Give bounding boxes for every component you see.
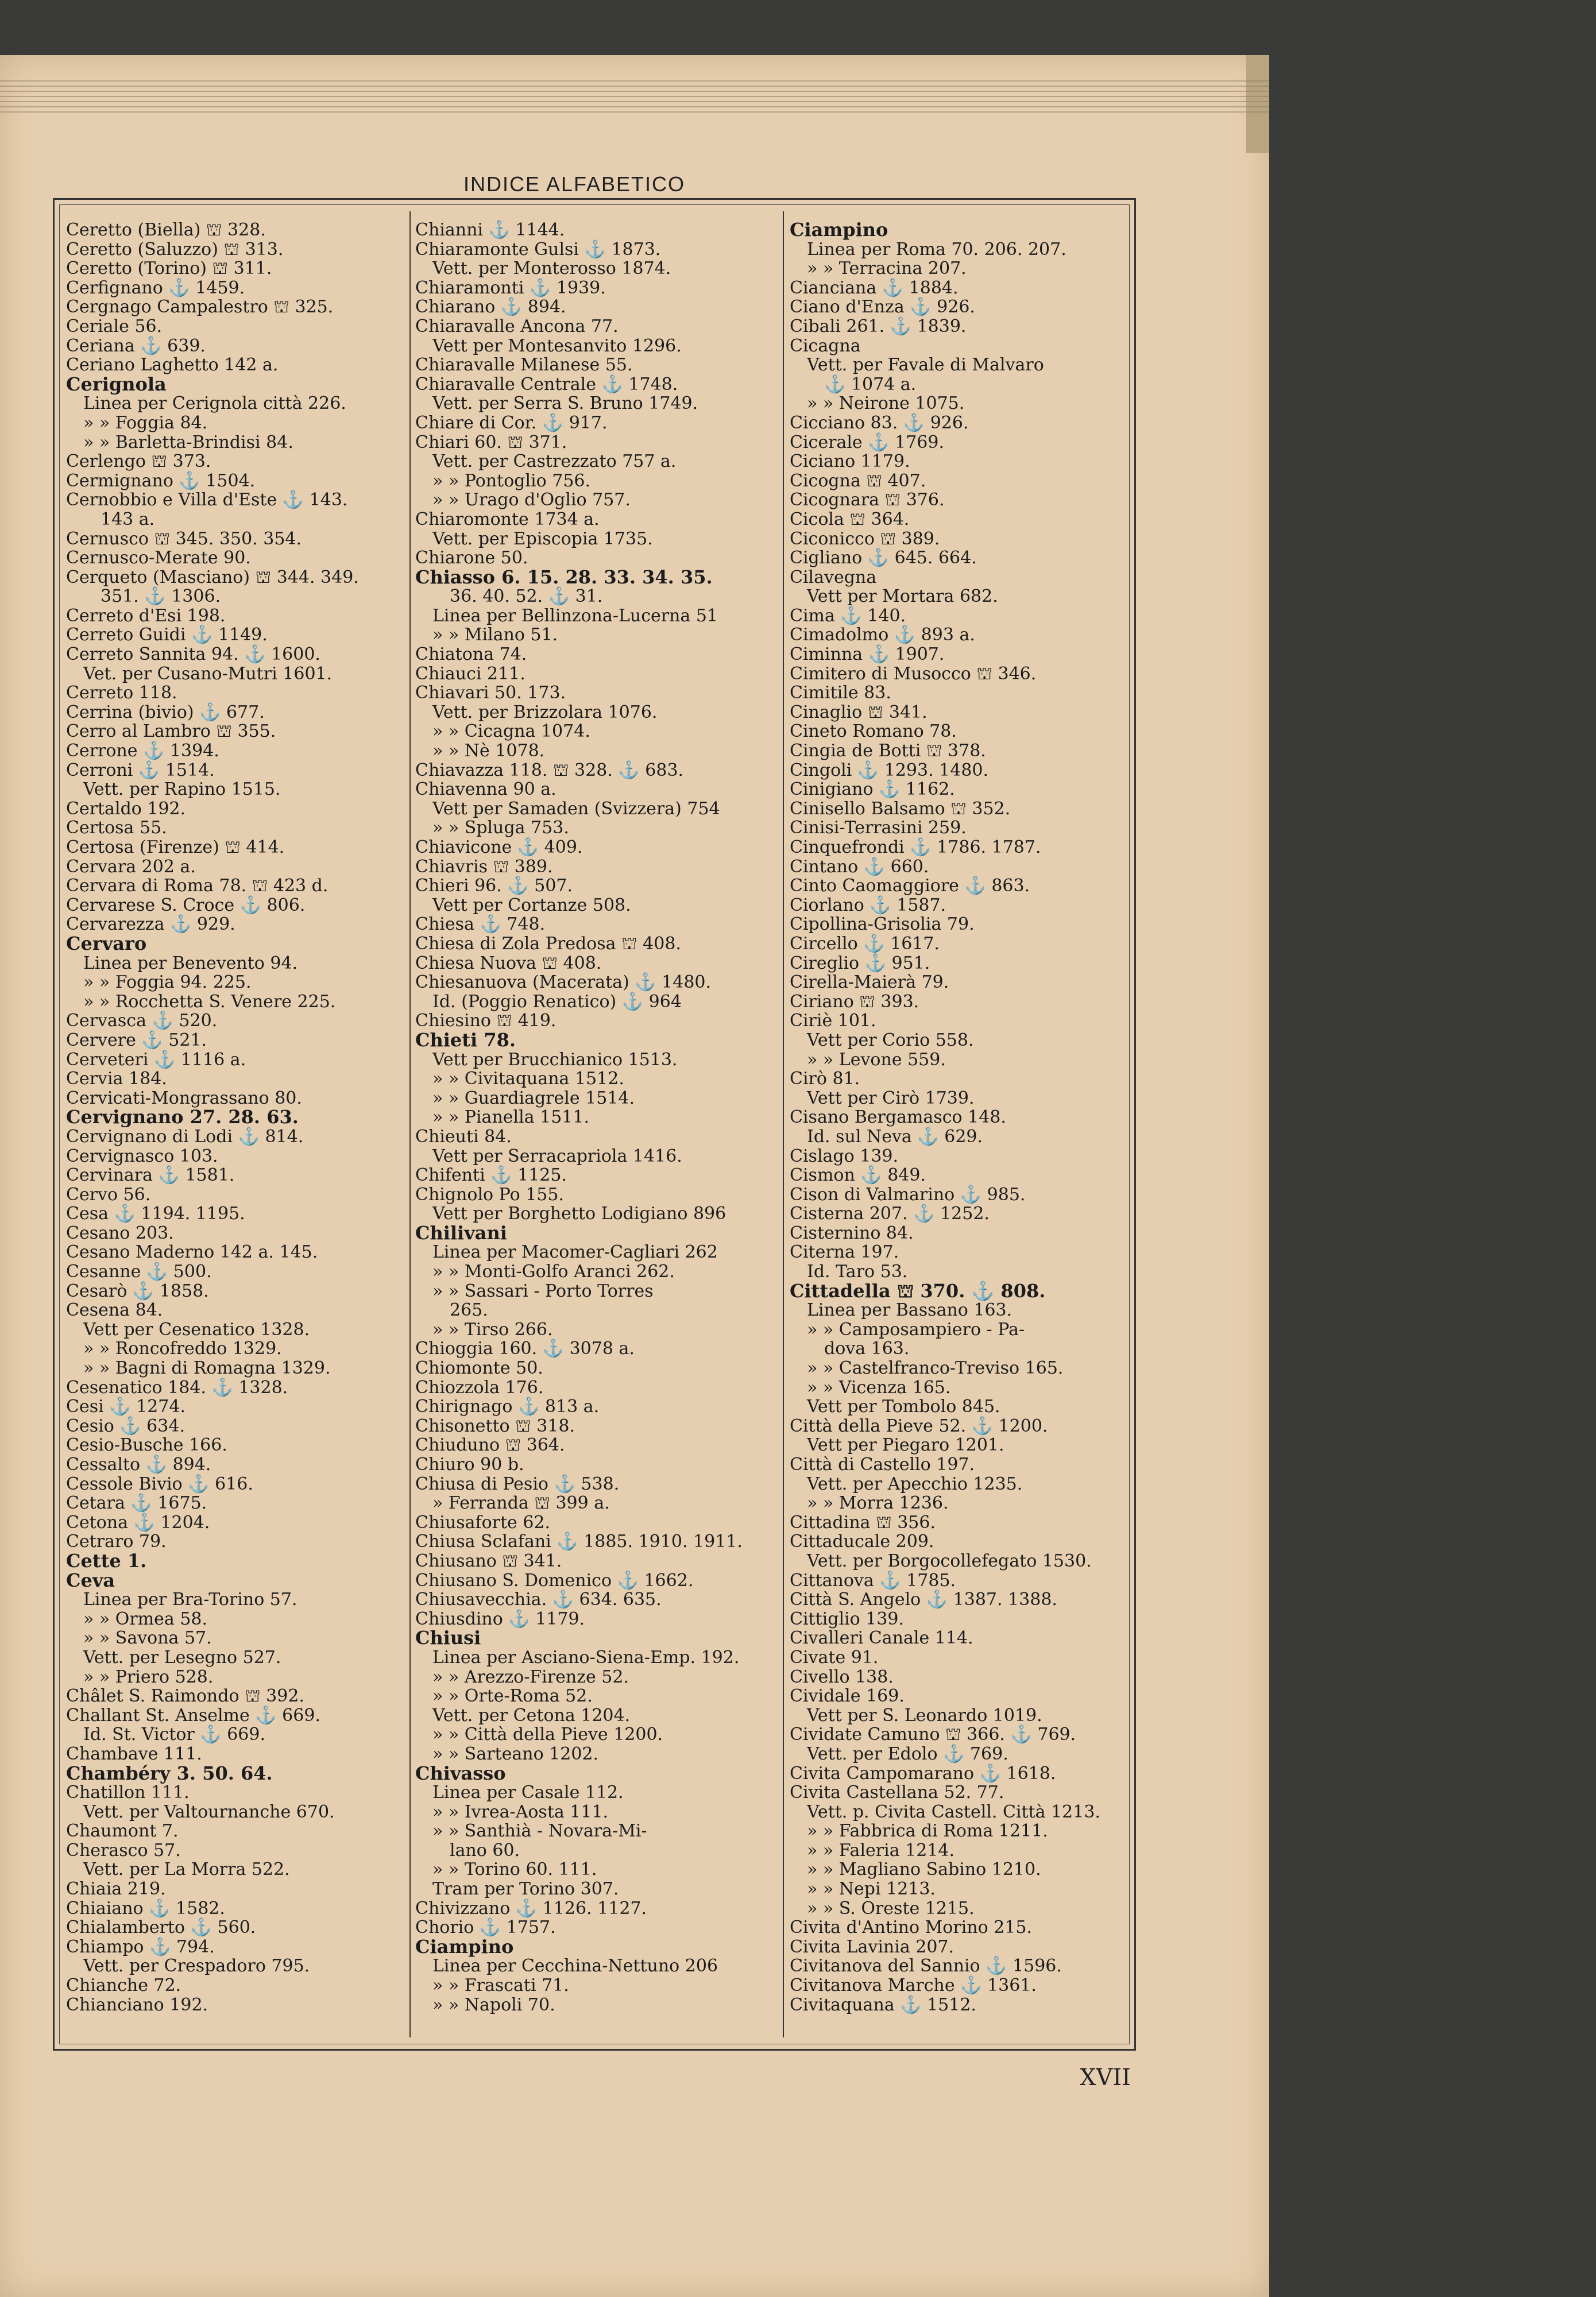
index-entry: Chiatona 74. xyxy=(415,644,527,665)
index-entry: » Ferranda ⛫ 399 a. xyxy=(432,1493,610,1514)
index-entry: Chiusi xyxy=(415,1627,481,1649)
index-entry: Cinto Caomaggiore ⚓ 863. xyxy=(790,876,1030,896)
index-entry: Chiavazza 118. ⛫ 328. ⚓ 683. xyxy=(415,760,684,780)
index-entry: lano 60. xyxy=(450,1840,520,1861)
index-entry: Chialamberto ⚓ 560. xyxy=(66,1917,256,1938)
index-entry: » » Fabbrica di Roma 1211. xyxy=(807,1821,1048,1842)
index-entry: Chiesino ⛫ 419. xyxy=(415,1011,557,1031)
index-entry: Cimadolmo ⚓ 893 a. xyxy=(790,625,975,645)
index-entry: » » Napoli 70. xyxy=(432,1994,555,2015)
index-entry: Chioggia 160. ⚓ 3078 a. xyxy=(415,1339,635,1359)
index-entry: Chiavari 50. 173. xyxy=(415,683,566,703)
index-entry: » » Savona 57. xyxy=(83,1628,212,1649)
index-entry: Vett. per Valtournanche 670. xyxy=(83,1801,335,1822)
index-entry: Certosa 55. xyxy=(66,818,167,838)
index-entry: Cilavegna xyxy=(790,567,877,587)
index-entry: Ceretto (Torino) ⛫ 311. xyxy=(66,258,272,279)
index-entry: Vett per Piegaro 1201. xyxy=(807,1435,1004,1456)
index-entry: Cervaro xyxy=(66,932,147,954)
index-entry: Vett. per La Morra 522. xyxy=(83,1859,290,1880)
index-entry: Vett. per Monterosso 1874. xyxy=(432,258,671,279)
index-entry: Cismon ⚓ 849. xyxy=(790,1165,926,1186)
index-entry: Cicola ⛫ 364. xyxy=(790,509,910,529)
index-entry: Cittaducale 209. xyxy=(790,1532,934,1552)
index-entry: Cervignano 27. 28. 63. xyxy=(66,1106,299,1128)
index-entry: Ciampino xyxy=(790,219,888,241)
index-column-3 xyxy=(790,221,1134,2014)
index-entry: Chiusano ⛫ 341. xyxy=(415,1550,562,1571)
index-entry: Chiarano ⚓ 894. xyxy=(415,297,566,318)
index-entry: Cesarò ⚓ 1858. xyxy=(66,1281,209,1301)
index-entry: Città di Castello 197. xyxy=(790,1455,975,1475)
index-entry: Chiesa Nuova ⛫ 408. xyxy=(415,953,602,973)
index-entry: Cingoli ⚓ 1293. 1480. xyxy=(790,760,989,780)
index-entry: Cette 1. xyxy=(66,1549,147,1572)
index-entry: Vett. per Castrezzato 757 a. xyxy=(432,451,677,472)
index-entry: Cicogna ⛫ 407. xyxy=(790,470,926,491)
index-entry: Cinaglio ⛫ 341. xyxy=(790,702,928,722)
index-entry: Vett. per Borgocollefegato 1530. xyxy=(807,1550,1092,1571)
index-entry: » » Rocchetta S. Venere 225. xyxy=(83,991,336,1012)
index-entry: Citerna 197. xyxy=(790,1242,899,1263)
index-entry: Chatillon 111. xyxy=(66,1782,190,1803)
index-entry: » » Faleria 1214. xyxy=(807,1840,955,1861)
index-entry: Civalleri Canale 114. xyxy=(790,1628,973,1649)
index-column-2 xyxy=(415,221,817,2014)
index-entry: Chifenti ⚓ 1125. xyxy=(415,1165,567,1186)
index-entry: » » Levone 559. xyxy=(807,1049,946,1070)
index-entry: Civita Lavinia 207. xyxy=(790,1936,954,1957)
index-entry: Vett per Montesanvito 1296. xyxy=(432,335,682,356)
index-entry: 265. xyxy=(450,1300,488,1321)
index-entry: Cessole Bivio ⚓ 616. xyxy=(66,1474,253,1494)
index-entry: Cesio ⚓ 634. xyxy=(66,1416,185,1436)
index-entry: Chieri 96. ⚓ 507. xyxy=(415,876,573,896)
index-entry: » » Cicagna 1074. xyxy=(432,721,590,742)
index-entry: Vett. per Crespadoro 795. xyxy=(83,1956,310,1977)
index-entry: 143 a. xyxy=(101,509,155,529)
index-entry: Vett per Brucchianico 1513. xyxy=(432,1049,678,1070)
index-entry: Cislago 139. xyxy=(790,1146,899,1166)
index-entry: Chiavenna 90 a. xyxy=(415,779,557,800)
index-entry: Cerrina (bivio) ⚓ 677. xyxy=(66,702,265,722)
index-entry: Vett. per Serra S. Bruno 1749. xyxy=(432,393,698,414)
index-entry: » » Sarteano 1202. xyxy=(432,1743,599,1764)
index-entry: Cigliano ⚓ 645. 664. xyxy=(790,548,977,569)
index-entry: Cerignola xyxy=(66,373,167,395)
index-entry: Linea per Cecchina-Nettuno 206 xyxy=(432,1956,718,1977)
index-entry: Cetona ⚓ 1204. xyxy=(66,1512,210,1533)
index-entry: Cerroni ⚓ 1514. xyxy=(66,760,215,780)
index-entry: Linea per Benevento 94. xyxy=(83,953,298,973)
index-entry: Vett per Cirò 1739. xyxy=(807,1088,975,1108)
index-entry: Cermignano ⚓ 1504. xyxy=(66,470,256,491)
index-entry: » » Pontoglio 756. xyxy=(432,470,591,491)
index-entry: Cicognara ⛫ 376. xyxy=(790,490,945,511)
index-entry: » » Magliano Sabino 1210. xyxy=(807,1859,1041,1880)
index-entry: Vett. per Brizzolara 1076. xyxy=(432,702,658,722)
index-entry: » » Neirone 1075. xyxy=(807,393,965,414)
index-entry: » » Guardiagrele 1514. xyxy=(432,1088,635,1108)
index-entry: » » Torino 60. 111. xyxy=(432,1859,597,1880)
index-entry: Cisterna 207. ⚓ 1252. xyxy=(790,1204,990,1224)
index-entry: Cherasco 57. xyxy=(66,1840,181,1861)
index-entry: Chiuro 90 b. xyxy=(415,1455,524,1475)
index-entry: Cernobbio e Villa d'Este ⚓ 143. xyxy=(66,490,348,511)
index-entry: Id. Taro 53. xyxy=(807,1262,908,1282)
index-entry: Chambave 111. xyxy=(66,1743,202,1764)
index-entry: Cirò 81. xyxy=(790,1069,860,1089)
index-entry: Linea per Asciano-Siena-Emp. 192. xyxy=(432,1647,740,1668)
index-entry: Cintano ⚓ 660. xyxy=(790,856,929,877)
index-entry: Vett per Cesenatico 1328. xyxy=(83,1319,310,1340)
index-entry: Cinigiano ⚓ 1162. xyxy=(790,779,955,800)
index-entry: Civitaquana ⚓ 1512. xyxy=(790,1994,976,2015)
index-entry: » » Monti-Golfo Aranci 262. xyxy=(432,1262,675,1282)
index-entry: Cervasca ⚓ 520. xyxy=(66,1011,218,1031)
index-entry: » » Roncofreddo 1329. xyxy=(83,1339,282,1359)
index-entry: Linea per Roma 70. 206. 207. xyxy=(807,239,1066,260)
index-entry: » » Castelfranco-Treviso 165. xyxy=(807,1358,1064,1379)
index-entry: Chiusdino ⚓ 1179. xyxy=(415,1608,585,1629)
index-entry: Chiuduno ⛫ 364. xyxy=(415,1435,565,1456)
index-entry: Chiare di Cor. ⚓ 917. xyxy=(415,412,608,433)
index-entry: Chiari 60. ⛫ 371. xyxy=(415,432,567,453)
index-entry: Cervinara ⚓ 1581. xyxy=(66,1165,235,1186)
index-entry: Chiauci 211. xyxy=(415,663,525,684)
index-entry: Cinisello Balsamo ⛫ 352. xyxy=(790,798,1011,819)
index-entry: Civita Campomarano ⚓ 1618. xyxy=(790,1763,1056,1784)
index-entry: Civitanova Marche ⚓ 1361. xyxy=(790,1975,1037,1996)
index-entry: Cesanne ⚓ 500. xyxy=(66,1262,212,1282)
index-entry: Vett. per Edolo ⚓ 769. xyxy=(807,1743,1008,1764)
index-entry: Vett per Samaden (Svizzera) 754 xyxy=(432,798,720,819)
index-entry: Vett per S. Leonardo 1019. xyxy=(807,1705,1042,1726)
index-entry: » » Morra 1236. xyxy=(807,1493,949,1514)
index-entry: Cinisi-Terrasini 259. xyxy=(790,818,967,838)
index-entry: Cesi ⚓ 1274. xyxy=(66,1397,186,1417)
index-entry: Chivasso xyxy=(415,1762,506,1784)
index-entry: Chianni ⚓ 1144. xyxy=(415,220,565,240)
index-entry: Ciminna ⚓ 1907. xyxy=(790,644,945,665)
index-entry: Id. (Poggio Renatico) ⚓ 964 xyxy=(432,991,682,1012)
index-entry: Cerreto d'Esi 198. xyxy=(66,605,226,626)
index-entry: Linea per Bra-Torino 57. xyxy=(83,1590,297,1610)
index-entry: » » Ivrea-Aosta 111. xyxy=(432,1801,609,1822)
index-entry: Id. sul Neva ⚓ 629. xyxy=(807,1126,983,1147)
index-entry: Cinquefrondi ⚓ 1786. 1787. xyxy=(790,837,1041,857)
page-number: XVII xyxy=(1080,2064,1131,2091)
index-entry: Vett. per Rapino 1515. xyxy=(83,779,281,800)
index-entry: Chiusavecchia. ⚓ 634. 635. xyxy=(415,1590,662,1610)
index-entry: Città della Pieve 52. ⚓ 1200. xyxy=(790,1416,1048,1436)
index-entry: Cervara di Roma 78. ⛫ 423 d. xyxy=(66,876,329,896)
index-entry: Ciriano ⛫ 393. xyxy=(790,991,919,1012)
page-stack-lines xyxy=(0,80,1269,115)
index-entry: Cervicati-Mongrassano 80. xyxy=(66,1088,302,1108)
index-entry: Chiesa di Zola Predosa ⛫ 408. xyxy=(415,933,681,954)
index-entry: Cerreto 118. xyxy=(66,683,177,703)
index-entry: » » Terracina 207. xyxy=(807,258,967,279)
index-entry: Certaldo 192. xyxy=(66,798,186,819)
index-entry: Vett per Mortara 682. xyxy=(807,586,998,607)
index-entry: Cervere ⚓ 521. xyxy=(66,1030,207,1050)
index-frame xyxy=(53,198,1136,2051)
index-entry: Cerfignano ⚓ 1459. xyxy=(66,277,245,298)
index-entry: Chiaromonte 1734 a. xyxy=(415,509,600,529)
index-entry: » » Città della Pieve 1200. xyxy=(432,1724,663,1745)
index-entry: Id. St. Victor ⚓ 669. xyxy=(83,1724,266,1745)
index-entry: Cetraro 79. xyxy=(66,1532,167,1552)
index-entry: » » Bagni di Romagna 1329. xyxy=(83,1358,331,1379)
index-entry: » » Sassari - Porto Torres xyxy=(432,1281,654,1301)
index-entry: Vett. p. Civita Castell. Città 1213. xyxy=(807,1801,1100,1822)
index-entry: Ciconicco ⛫ 389. xyxy=(790,528,940,549)
index-entry: Chiomonte 50. xyxy=(415,1358,543,1379)
index-entry: Chiaravalle Centrale ⚓ 1748. xyxy=(415,374,678,395)
index-entry: Chiesanuova (Macerata) ⚓ 1480. xyxy=(415,972,712,993)
index-entry: Chiusaforte 62. xyxy=(415,1512,551,1533)
index-entry: Cirella-Maierà 79. xyxy=(790,972,949,993)
index-entry: Cerreto Sannita 94. ⚓ 1600. xyxy=(66,644,320,665)
index-entry: Cicagna xyxy=(790,335,861,356)
index-entry: Chisonetto ⛫ 318. xyxy=(415,1416,575,1436)
index-entry: Chiaravalle Milanese 55. xyxy=(415,355,633,376)
index-entry: Linea per Bassano 163. xyxy=(807,1300,1013,1321)
index-entry: » » Ormea 58. xyxy=(83,1608,208,1629)
index-entry: Certosa (Firenze) ⛫ 414. xyxy=(66,837,285,857)
index-entry: Ceretto (Biella) ⛫ 328. xyxy=(66,220,266,240)
index-entry: Cervarezza ⚓ 929. xyxy=(66,914,235,935)
index-entry: Ceriana ⚓ 639. xyxy=(66,335,206,356)
index-entry: ⚓ 1074 a. xyxy=(824,374,917,395)
index-entry: Cesano 203. xyxy=(66,1223,174,1243)
index-entry: Chiaramonti ⚓ 1939. xyxy=(415,277,606,298)
index-entry: Cibali 261. ⚓ 1839. xyxy=(790,316,967,337)
index-entry: Ceriano Laghetto 142 a. xyxy=(66,355,279,376)
index-entry: Chiaravalle Ancona 77. xyxy=(415,316,619,337)
index-entry: » » Barletta-Brindisi 84. xyxy=(83,432,293,453)
index-entry: Cessalto ⚓ 894. xyxy=(66,1455,211,1475)
index-entry: Vett. per Cetona 1204. xyxy=(432,1705,631,1726)
index-entry: Chiarone 50. xyxy=(415,548,528,569)
index-entry: Vett per Cortanze 508. xyxy=(432,895,631,915)
index-entry: Cison di Valmarino ⚓ 985. xyxy=(790,1184,1026,1205)
index-column-1 xyxy=(66,221,434,2014)
index-entry: Chiusano S. Domenico ⚓ 1662. xyxy=(415,1570,694,1591)
index-entry: » » Priero 528. xyxy=(83,1666,214,1687)
index-entry: Vett per Corio 558. xyxy=(807,1030,974,1050)
index-entry: Vett. per Favale di Malvaro xyxy=(807,355,1044,376)
index-entry: » » Santhià - Novara-Mi- xyxy=(432,1821,647,1842)
index-entry: Chilivani xyxy=(415,1221,507,1244)
index-entry: Cireglio ⚓ 951. xyxy=(790,953,930,973)
index-entry: Cerveteri ⚓ 1116 a. xyxy=(66,1049,246,1070)
index-entry: Civita d'Antino Morino 215. xyxy=(790,1917,1033,1938)
index-entry: dova 163. xyxy=(824,1339,910,1359)
index-entry: Cittiglio 139. xyxy=(790,1608,905,1629)
index-entry: Chianche 72. xyxy=(66,1975,181,1996)
index-entry: Cittadella ⛫ 370. ⚓ 808. xyxy=(790,1279,1046,1302)
index-entry: Linea per Macomer-Cagliari 262 xyxy=(432,1242,718,1263)
index-entry: Vett per Serracapriola 1416. xyxy=(432,1146,682,1166)
index-entry: » » Foggia 84. xyxy=(83,412,208,433)
index-entry: Cervo 56. xyxy=(66,1184,151,1205)
index-entry: Chivizzano ⚓ 1126. 1127. xyxy=(415,1898,647,1919)
index-entry: Linea per Cerignola città 226. xyxy=(83,393,346,414)
index-entry: Cesio-Busche 166. xyxy=(66,1435,227,1456)
index-entry: Cetara ⚓ 1675. xyxy=(66,1493,207,1514)
index-entry: » » Orte-Roma 52. xyxy=(432,1686,593,1707)
index-entry: Chiampo ⚓ 794. xyxy=(66,1936,215,1957)
index-entry: » » Urago d'Oglio 757. xyxy=(432,490,631,511)
index-entry: Cittanova ⚓ 1785. xyxy=(790,1570,956,1591)
index-entry: Cingia de Botti ⛫ 378. xyxy=(790,741,986,761)
index-entry: Ciano d'Enza ⚓ 926. xyxy=(790,297,975,318)
index-entry: Vett. per Lesegno 527. xyxy=(83,1647,281,1668)
index-entry: Cineto Romano 78. xyxy=(790,721,957,742)
index-entry: Cipollina-Grisolia 79. xyxy=(790,914,975,935)
index-entry: » » Camposampiero - Pa- xyxy=(807,1319,1025,1340)
index-entry: Cesena 84. xyxy=(66,1300,163,1321)
index-entry: Chiusa Sclafani ⚓ 1885. 1910. 1911. xyxy=(415,1532,743,1552)
index-entry: Cividale 169. xyxy=(790,1686,905,1707)
index-entry: Circello ⚓ 1617. xyxy=(790,933,940,954)
index-entry: Ceriale 56. xyxy=(66,316,163,337)
index-entry: Tram per Torino 307. xyxy=(432,1879,619,1900)
index-entry: Vett per Tombolo 845. xyxy=(807,1397,1000,1417)
index-entry: Chiaiano ⚓ 1582. xyxy=(66,1898,225,1919)
index-entry: Chiaramonte Gulsi ⚓ 1873. xyxy=(415,239,661,260)
index-entry: Ciorlano ⚓ 1587. xyxy=(790,895,946,915)
index-entry: Chambéry 3. 50. 64. xyxy=(66,1762,273,1784)
index-entry: » » Milano 51. xyxy=(432,625,558,645)
index-entry: » » Foggia 94. 225. xyxy=(83,972,252,993)
index-entry: Chiozzola 176. xyxy=(415,1377,544,1398)
index-entry: Vet. per Cusano-Mutri 1601. xyxy=(83,663,333,684)
index-entry: Linea per Casale 112. xyxy=(432,1782,624,1803)
index-entry: Vett per Borghetto Lodigiano 896 xyxy=(432,1204,726,1224)
index-entry: Cerlengo ⛫ 373. xyxy=(66,451,211,472)
index-entry: Ceretto (Saluzzo) ⛫ 313. xyxy=(66,239,284,260)
index-entry: Cesano Maderno 142 a. 145. xyxy=(66,1242,318,1263)
index-entry: Cesenatico 184. ⚓ 1328. xyxy=(66,1377,288,1398)
index-entry: Chorio ⚓ 1757. xyxy=(415,1917,556,1938)
page-header: INDICE ALFABETICO xyxy=(463,172,686,196)
index-entry: Cergnago Campalestro ⛫ 325. xyxy=(66,297,334,318)
index-entry: Ciriè 101. xyxy=(790,1011,876,1031)
index-entry: Ciampino xyxy=(415,1935,514,1958)
index-entry: Vett. per Apecchio 1235. xyxy=(807,1474,1023,1494)
index-entry: Cervia 184. xyxy=(66,1069,167,1089)
index-entry: Chiasso 6. 15. 28. 33. 34. 35. xyxy=(415,566,713,588)
index-entry: Chiusa di Pesio ⚓ 538. xyxy=(415,1474,620,1494)
index-entry: » » Vicenza 165. xyxy=(807,1377,951,1398)
index-entry: » » Civitaquana 1512. xyxy=(432,1069,624,1089)
index-entry: 36. 40. 52. ⚓ 31. xyxy=(450,586,603,607)
index-entry: Cimitero di Musocco ⛫ 346. xyxy=(790,663,1037,684)
index-entry: Chiavicone ⚓ 409. xyxy=(415,837,583,857)
index-entry: Cittadina ⛫ 356. xyxy=(790,1512,936,1533)
index-entry: » » Nè 1078. xyxy=(432,741,545,761)
index-entry: Chieti 78. xyxy=(415,1028,516,1051)
index-entry: Linea per Bellinzona-Lucerna 51 xyxy=(432,605,718,626)
index-entry: » » Spluga 753. xyxy=(432,818,569,838)
index-entry: Cerqueto (Masciano) ⛫ 344. 349. xyxy=(66,567,359,587)
index-entry: Civate 91. xyxy=(790,1647,879,1668)
index-entry: Vett. per Episcopia 1735. xyxy=(432,528,653,549)
index-entry: » » Nepi 1213. xyxy=(807,1879,936,1900)
index-entry: Challant St. Anselme ⚓ 669. xyxy=(66,1705,320,1726)
index-entry: Cervara 202 a. xyxy=(66,856,196,877)
index-entry: Chieuti 84. xyxy=(415,1126,512,1147)
index-entry: » » Arezzo-Firenze 52. xyxy=(432,1666,629,1687)
index-entry: Cisano Bergamasco 148. xyxy=(790,1107,1006,1128)
index-entry: Cernusco-Merate 90. xyxy=(66,548,251,569)
index-entry: Civitanova del Sannio ⚓ 1596. xyxy=(790,1956,1062,1977)
index-entry: Civita Castellana 52. 77. xyxy=(790,1782,1004,1803)
index-entry: Chiesa ⚓ 748. xyxy=(415,914,546,935)
index-entry: Cicerale ⚓ 1769. xyxy=(790,432,944,453)
index-entry: Cerro al Lambro ⛫ 355. xyxy=(66,721,276,742)
index-entry: Chignolo Po 155. xyxy=(415,1184,565,1205)
index-entry: Cisternino 84. xyxy=(790,1223,914,1243)
index-entry: Chianciano 192. xyxy=(66,1994,208,2015)
index-entry: Ceva xyxy=(66,1569,115,1591)
index-entry: Cima ⚓ 140. xyxy=(790,605,906,626)
index-entry: Ciciano 1179. xyxy=(790,451,910,472)
index-entry: Cicciano 83. ⚓ 926. xyxy=(790,412,969,433)
index-entry: Chiaia 219. xyxy=(66,1879,166,1900)
index-entry: Cervignano di Lodi ⚓ 814. xyxy=(66,1126,304,1147)
index-entry: Cervarese S. Croce ⚓ 806. xyxy=(66,895,306,915)
index-entry: 351. ⚓ 1306. xyxy=(101,586,221,607)
index-entry: Cervignasco 103. xyxy=(66,1146,218,1166)
index-entry: » » S. Oreste 1215. xyxy=(807,1898,975,1919)
index-entry: Cimitile 83. xyxy=(790,683,891,703)
index-entry: Cividate Camuno ⛫ 366. ⚓ 769. xyxy=(790,1724,1076,1745)
index-entry: » » Frascati 71. xyxy=(432,1975,569,1996)
index-entry: Châlet S. Raimondo ⛫ 392. xyxy=(66,1686,304,1707)
index-entry: Civello 138. xyxy=(790,1666,894,1687)
index-entry: Chaumont 7. xyxy=(66,1821,179,1842)
index-entry: Cernusco ⛫ 345. 350. 354. xyxy=(66,528,302,549)
index-entry: » » Tirso 266. xyxy=(432,1319,553,1340)
index-entry: Città S. Angelo ⚓ 1387. 1388. xyxy=(790,1590,1057,1610)
index-entry: Cianciana ⚓ 1884. xyxy=(790,277,959,298)
index-entry: Cerreto Guidi ⚓ 1149. xyxy=(66,625,268,645)
index-entry: Cerrone ⚓ 1394. xyxy=(66,741,219,761)
index-entry: » » Pianella 1511. xyxy=(432,1107,590,1128)
index-entry: Cesa ⚓ 1194. 1195. xyxy=(66,1204,245,1224)
index-entry: Chiavris ⛫ 389. xyxy=(415,856,553,877)
index-entry: Chirignago ⚓ 813 a. xyxy=(415,1397,600,1417)
